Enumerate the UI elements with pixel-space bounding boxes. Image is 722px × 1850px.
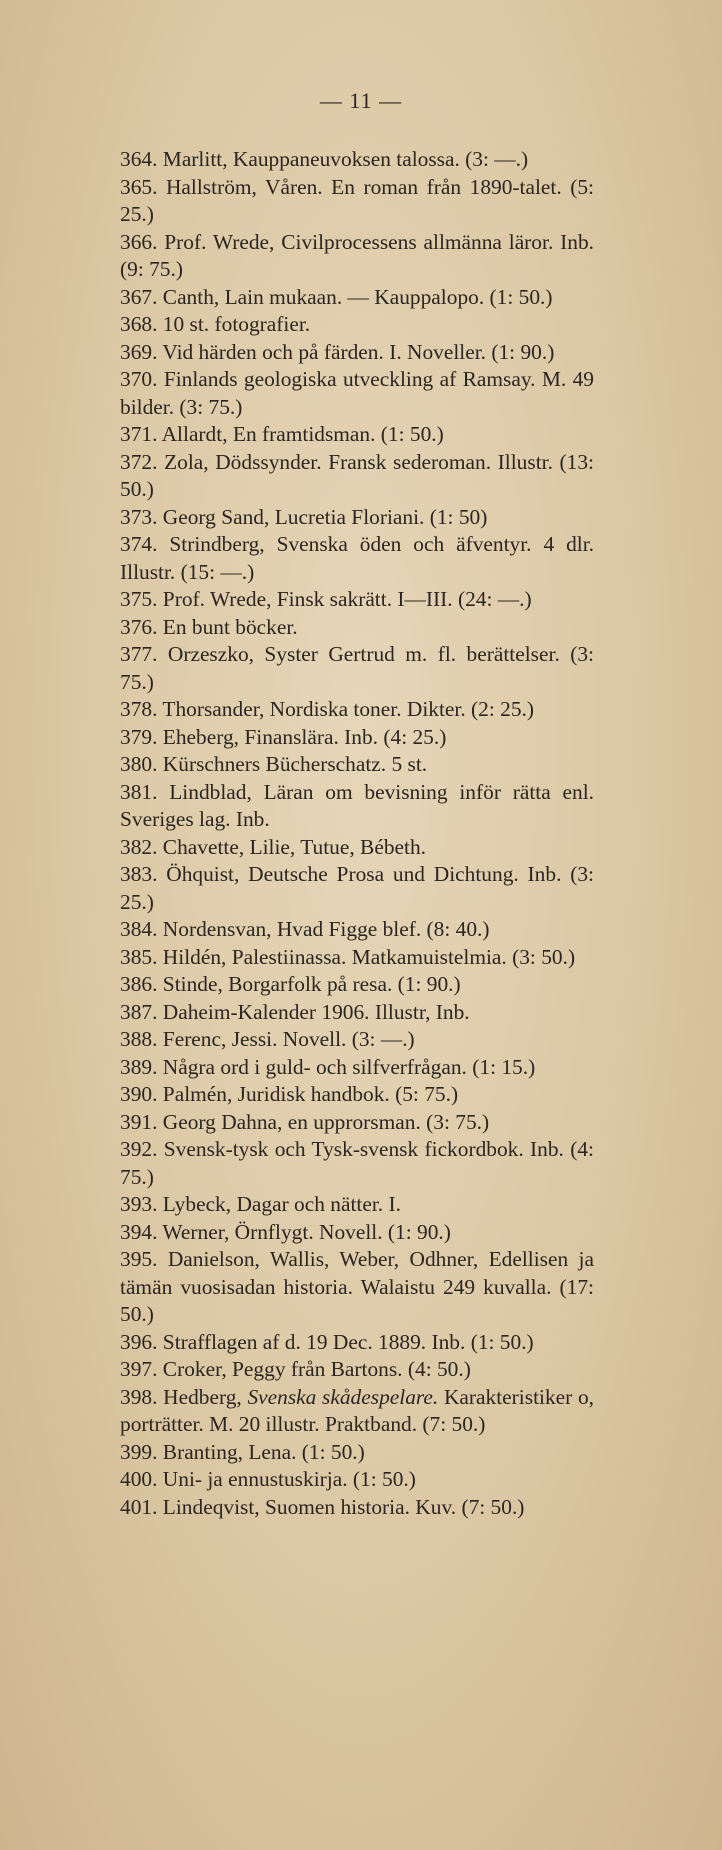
- entry-text: Vid härden och på färden. I. Noveller. (1: 90.): [162, 339, 555, 364]
- entry-text: Kürschners Bücherschatz. 5 st.: [162, 752, 428, 776]
- catalog-entry: [120, 421, 594, 449]
- catalog-entry: [120, 1439, 594, 1467]
- catalog-entry: [120, 1191, 594, 1219]
- page-number: — 11 —: [319, 88, 403, 113]
- catalog-entry: [120, 586, 594, 614]
- catalog-entry: [120, 1466, 594, 1494]
- entry-text-continued: Karakteristiker o, porträtter. M. 20 illustr. Praktband. (7: 50.): [120, 1384, 595, 1436]
- entry-text: Prof. Wrede, Finsk sakrätt. I—III. (24: —.): [162, 587, 532, 611]
- entry-title-italic: Svenska skådespelare.: [247, 1384, 439, 1409]
- entry-number: 381.: [120, 779, 158, 804]
- catalog-entry: [120, 1356, 594, 1384]
- entry-number: 401.: [120, 1494, 158, 1519]
- catalog-entry: [120, 1081, 594, 1109]
- entry-number: 371.: [120, 422, 158, 446]
- entry-number: 376.: [120, 614, 158, 639]
- catalog-entry: [120, 449, 594, 504]
- entry-text: Allardt, En framtidsman. (1: 50.): [161, 422, 444, 446]
- catalog-entry: [120, 861, 594, 916]
- entry-number: 399.: [120, 1439, 158, 1464]
- entry-number: 395.: [120, 1247, 158, 1271]
- entry-text: En bunt böcker.: [162, 614, 298, 639]
- entry-number: 393.: [120, 1192, 158, 1216]
- entry-text: Branting, Lena. (1: 50.): [162, 1439, 365, 1464]
- entry-number: 397.: [120, 1357, 158, 1381]
- catalog-entry: [120, 1054, 594, 1082]
- entry-text: Georg Sand, Lucretia Floriani. (1: 50): [162, 504, 488, 529]
- catalog-entry: [120, 311, 594, 339]
- entry-number: 369.: [120, 339, 158, 364]
- entry-number: 383.: [120, 862, 158, 886]
- entry-text: Strindberg, Svenska öden och äfventyr. 4 dlr. Illustr. (15: —.): [120, 532, 594, 584]
- entry-number: 382.: [120, 834, 158, 859]
- entry-number: 366.: [120, 229, 158, 254]
- catalog-entry: [120, 174, 594, 229]
- entry-text: 10 st. fotografier.: [162, 312, 311, 336]
- catalog-entry: [120, 1384, 594, 1439]
- entry-text: Eheberg, Finanslära. Inb. (4: 25.): [162, 724, 447, 749]
- entry-number: 372.: [120, 449, 158, 474]
- entry-text: Lindblad, Läran om bevisning inför rätta enl. Sveriges lag. Inb.: [120, 779, 594, 831]
- entry-text: Nordensvan, Hvad Figge blef. (8: 40.): [162, 917, 490, 941]
- entry-text: Thorsander, Nordiska toner. Dikter. (2: 25.): [162, 697, 535, 721]
- catalog-entry: [120, 1329, 594, 1357]
- entry-number: 374.: [120, 532, 158, 556]
- entry-number: 385.: [120, 944, 158, 969]
- entry-number: 364.: [120, 147, 158, 171]
- entry-text: Croker, Peggy från Bartons. (4: 50.): [162, 1357, 471, 1381]
- entry-text: Svensk-tysk och Tysk-svensk fickordbok. Inb. (4: 75.): [120, 1137, 594, 1189]
- entry-text: Lybeck, Dagar och nätter. I.: [162, 1192, 401, 1216]
- catalog-entry: [120, 614, 594, 642]
- catalog-entry: [120, 751, 594, 779]
- entry-text: Werner, Örnflygt. Novell. (1: 90.): [162, 1219, 451, 1244]
- entry-number: 387.: [120, 999, 158, 1024]
- catalog-entry: [120, 146, 594, 174]
- entry-text: Finlands geologiska utveckling af Ramsay. M. 49 bilder. (3: 75.): [120, 367, 594, 419]
- entry-text: Ferenc, Jessi. Novell. (3: —.): [162, 1027, 415, 1051]
- entry-text: Prof. Wrede, Civilprocessens allmänna läror. Inb. (9: 75.): [120, 229, 594, 281]
- catalog-entry: [120, 1109, 594, 1137]
- catalog-entry: [120, 834, 594, 862]
- catalog-entry: [120, 366, 594, 421]
- entry-text: Några ord i guld- och silfverfrågan. (1: 15.): [162, 1054, 536, 1079]
- catalog-entry: [120, 971, 594, 999]
- catalog-entry: [120, 1026, 594, 1054]
- catalog-entry: [120, 229, 594, 284]
- entry-number: 400.: [120, 1467, 158, 1491]
- entry-number: 391.: [120, 1109, 158, 1134]
- catalog-entry: [120, 1219, 594, 1247]
- entry-number: 396.: [120, 1329, 158, 1354]
- entry-text: Hildén, Palestiinassa. Matkamuistelmia. (3: 50.): [162, 944, 576, 969]
- entry-text: Strafflagen af d. 19 Dec. 1889. Inb. (1: 50.): [162, 1329, 534, 1354]
- entry-number: 379.: [120, 724, 158, 749]
- entry-number: 390.: [120, 1082, 158, 1106]
- entry-number: 365.: [120, 174, 158, 199]
- entry-text: Hallström, Våren. En roman från 1890-talet. (5: 25.): [120, 174, 594, 226]
- catalog-entry: [120, 999, 594, 1027]
- catalog-entry: [120, 724, 594, 752]
- entry-number: 367.: [120, 284, 158, 309]
- entry-number: 392.: [120, 1137, 158, 1161]
- catalog-entry: [120, 1136, 594, 1191]
- entry-text: Chavette, Lilie, Tutue, Bébeth.: [162, 834, 426, 859]
- entry-number: 378.: [120, 697, 158, 721]
- entry-text: Öhquist, Deutsche Prosa und Dichtung. Inb. (3: 25.): [120, 862, 594, 914]
- entry-text: Palmén, Juridisk handbok. (5: 75.): [162, 1082, 459, 1106]
- catalog-entry: [120, 284, 594, 312]
- catalog-entry: [120, 339, 594, 367]
- entry-text: Orzeszko, Syster Gertrud m. fl. berättelser. (3: 75.): [120, 642, 594, 694]
- entry-number: 386.: [120, 972, 158, 996]
- catalog-entry: [120, 944, 594, 972]
- entry-text: Uni- ja ennustuskirja. (1: 50.): [162, 1467, 416, 1491]
- entry-number: 394.: [120, 1219, 158, 1244]
- entry-number: 380.: [120, 752, 158, 776]
- catalog-entry: [120, 1246, 594, 1329]
- entry-text: Marlitt, Kauppaneuvoksen talossa. (3: —.): [162, 147, 529, 171]
- catalog-entry: [120, 531, 594, 586]
- entry-text: Canth, Lain mukaan. — Kauppalopo. (1: 50.): [162, 284, 553, 309]
- entry-text: Stinde, Borgarfolk på resa. (1: 90.): [162, 972, 461, 996]
- entry-number: 368.: [120, 312, 158, 336]
- entry-number: 398.: [120, 1384, 158, 1409]
- catalog-entry: [120, 504, 594, 532]
- catalog-entry: [120, 916, 594, 944]
- entry-text: Georg Dahna, en upprorsman. (3: 75.): [162, 1109, 490, 1134]
- entry-number: 388.: [120, 1027, 158, 1051]
- entry-number: 373.: [120, 504, 158, 529]
- entry-text: Daheim-Kalender 1906. Illustr, Inb.: [162, 999, 470, 1024]
- entry-text: Danielson, Wallis, Weber, Odhner, Edellisen ja tämän vuosisadan historia. Walaistu 249 kuvalla. (17: 50.): [120, 1247, 594, 1326]
- entry-number: 384.: [120, 917, 158, 941]
- entry-text: Lindeqvist, Suomen historia. Kuv. (7: 50.): [162, 1494, 525, 1519]
- entry-number: 375.: [120, 587, 158, 611]
- entry-text: Hedberg,: [163, 1384, 242, 1409]
- catalog-entry-list: [120, 146, 594, 1521]
- entry-number: 377.: [120, 642, 158, 666]
- catalog-entry: [120, 779, 594, 834]
- entry-text: Zola, Dödssynder. Fransk sederoman. Illustr. (13: 50.): [120, 449, 594, 501]
- entry-number: 389.: [120, 1054, 158, 1079]
- entry-number: 370.: [120, 367, 158, 391]
- catalog-entry: [120, 1494, 594, 1522]
- catalog-entry: [120, 696, 594, 724]
- catalog-entry: [120, 641, 594, 696]
